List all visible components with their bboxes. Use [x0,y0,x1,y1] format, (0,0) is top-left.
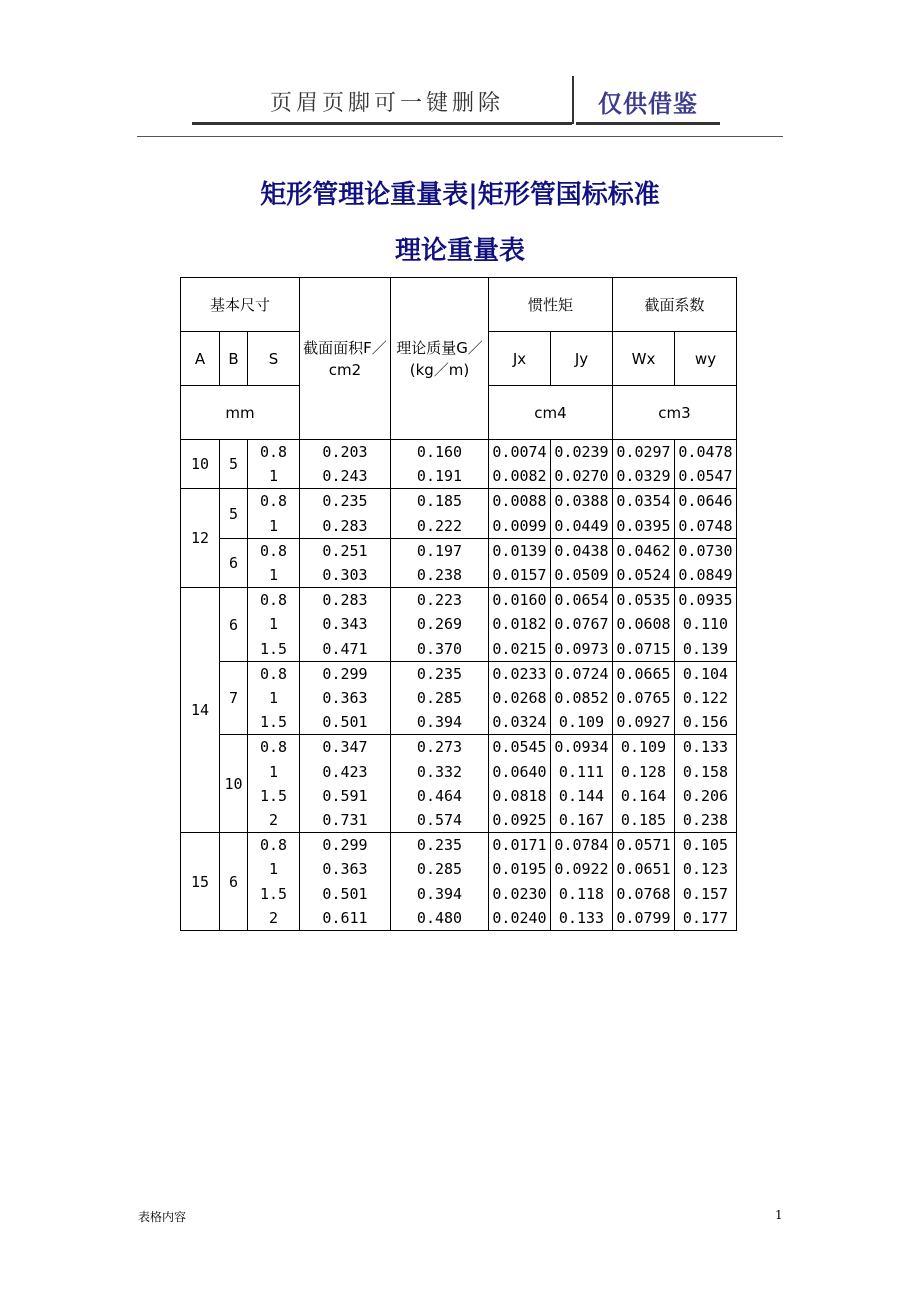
cell-wy-value: 0.158 [682,762,729,781]
cell-wx [613,833,675,931]
header-underline-right [576,122,720,125]
cell-f-value: 0.423 [322,762,368,781]
cell-wy-value: 0.156 [682,713,729,732]
cell-wx-value: 0.0329 [616,467,671,486]
cell-wx-value: 0.0297 [616,443,671,461]
cell-wy-value: 0.238 [682,811,729,830]
cell-f [300,588,391,662]
cell-wy-value: 0.0646 [678,492,733,511]
header-unit-mm: mm [181,386,300,440]
cell-jy-value: 0.133 [558,908,605,927]
header-col-a: A [181,332,220,386]
header-col-wy: wy [675,332,737,386]
cell-wy [675,661,737,735]
cell-wx-value: 0.0524 [616,566,671,585]
table-row [181,440,737,489]
header-inertia: 惯性矩 [489,278,613,332]
cell-jx [489,588,551,662]
cell-s-value: 1 [268,566,279,585]
cell-jy-value: 0.0654 [554,591,609,610]
header-col-s: S [248,332,300,386]
cell-s-value: 1 [268,516,279,535]
cell-g-value: 0.223 [416,591,463,610]
cell-g-value: 0.394 [416,713,463,732]
cell-b: 5 [220,440,248,489]
cell-wx [613,489,675,538]
header-col-jx: Jx [489,332,551,386]
header-col-b: B [220,332,248,386]
cell-f-value: 0.243 [322,467,368,486]
cell-wy-value: 0.0748 [678,516,733,535]
cell-wx-value: 0.0765 [616,689,671,708]
cell-g-value: 0.235 [416,664,463,683]
cell-wx-value: 0.0927 [616,713,671,732]
cell-s-value: 1.5 [259,884,288,903]
cell-s-value: 1 [268,689,279,708]
cell-jy-value: 0.144 [558,786,605,805]
cell-wx [613,735,675,833]
cell-wx-value: 0.0535 [616,591,671,610]
cell-s-value: 1 [268,860,279,879]
cell-f-value: 0.347 [322,738,368,757]
cell-f-value: 0.203 [322,443,368,461]
cell-wx-value: 0.109 [620,738,667,757]
cell-f [300,440,391,489]
cell-jy [551,489,613,538]
cell-wx-value: 0.0462 [616,541,671,560]
cell-s-value: 1.5 [259,639,288,658]
cell-jx [489,735,551,833]
page-header [0,0,920,140]
cell-wy [675,489,737,538]
cell-jx-value: 0.0082 [492,467,547,486]
footer-label: 表格内容 [138,1210,187,1224]
cell-a: 12 [181,489,220,588]
cell-b: 10 [220,735,248,833]
cell-s [248,833,300,931]
cell-f [300,661,391,735]
cell-jx-value: 0.0099 [492,516,547,535]
cell-s [248,661,300,735]
cell-f-value: 0.471 [322,639,368,658]
cell-f-value: 0.299 [322,664,368,683]
header-basic-dims: 基本尺寸 [181,278,300,332]
cell-wy [675,735,737,833]
cell-f-value: 0.251 [322,541,368,560]
cell-jy-value: 0.0509 [554,566,609,585]
cell-jx-value: 0.0195 [492,860,547,879]
cell-g-value: 0.480 [416,908,463,927]
cell-jy-value: 0.0388 [554,492,609,511]
cell-wx-value: 0.0571 [616,836,671,855]
header-rule [137,136,783,137]
cell-s-value: 0.8 [259,664,288,683]
cell-a: 14 [181,588,220,833]
header-unit-cm4: cm4 [489,386,613,440]
cell-jx-value: 0.0160 [492,591,547,610]
cell-jy [551,661,613,735]
cell-b: 6 [220,538,248,587]
header-section-modulus: 截面系数 [613,278,737,332]
cell-jy [551,735,613,833]
cell-jy-value: 0.0973 [554,639,609,658]
cell-g-value: 0.464 [416,786,463,805]
cell-jy-value: 0.0438 [554,541,609,560]
cell-g [391,833,489,931]
cell-wy-value: 0.105 [682,836,729,855]
cell-jx-value: 0.0171 [492,836,547,855]
cell-jx-value: 0.0215 [492,639,547,658]
cell-g-value: 0.285 [416,689,463,708]
cell-g-value: 0.285 [416,860,463,879]
cell-jy-value: 0.118 [558,884,605,903]
cell-wy-value: 0.123 [682,860,729,879]
cell-wx [613,440,675,489]
cell-wy-value: 0.0935 [678,591,733,610]
cell-g [391,661,489,735]
cell-jx-value: 0.0640 [492,762,547,781]
cell-s [248,489,300,538]
cell-g-value: 0.273 [416,738,463,757]
cell-wx-value: 0.164 [620,786,667,805]
cell-b: 6 [220,588,248,662]
document-subtitle: 理论重量表 [394,236,525,266]
cell-jy-value: 0.0767 [554,615,609,634]
cell-f-value: 0.363 [322,689,368,708]
cell-g-value: 0.574 [416,811,463,830]
cell-s-value: 1 [268,467,279,486]
cell-s-value: 0.8 [259,738,288,757]
cell-jy-value: 0.0852 [554,689,609,708]
table-row [181,833,737,931]
cell-wx-value: 0.0768 [616,884,671,903]
cell-f [300,833,391,931]
cell-wy-value: 0.177 [682,908,729,927]
cell-wx-value: 0.0715 [616,639,671,658]
table-row [181,538,737,587]
cell-s-value: 1.5 [259,786,288,805]
cell-wy-value: 0.110 [682,615,729,634]
header-divider [572,76,574,124]
cell-wx [613,588,675,662]
cell-s-value: 1.5 [259,713,288,732]
cell-wy-value: 0.157 [682,884,729,903]
cell-f-value: 0.501 [322,713,368,732]
cell-s-value: 1 [268,762,279,781]
cell-jy-value: 0.0270 [554,467,609,486]
cell-wx-value: 0.0354 [616,492,671,511]
cell-g-value: 0.185 [416,492,463,511]
cell-wx-value: 0.0665 [616,664,671,683]
cell-jx-value: 0.0324 [492,713,547,732]
cell-jx-value: 0.0182 [492,615,547,634]
cell-wx-value: 0.0799 [616,908,671,927]
cell-wx-value: 0.0395 [616,516,671,535]
cell-wy-value: 0.139 [682,639,729,658]
cell-jy-value: 0.0449 [554,516,609,535]
cell-f-value: 0.611 [322,908,368,927]
header-col-wx: Wx [613,332,675,386]
cell-jy-value: 0.109 [558,713,605,732]
cell-jy-value: 0.0239 [554,443,609,461]
cell-jx-value: 0.0074 [492,443,547,461]
header-left-text: 页眉页脚可一键删除 [270,91,505,116]
cell-g [391,440,489,489]
cell-wx-value: 0.185 [620,811,667,830]
cell-jy-value: 0.0934 [554,738,609,757]
cell-wx-value: 0.0608 [616,615,671,634]
cell-f-value: 0.501 [322,884,368,903]
cell-jx-value: 0.0545 [492,738,547,757]
cell-wx [613,538,675,587]
cell-s-value: 2 [268,908,279,927]
cell-jy-value: 0.0724 [554,664,609,683]
cell-wy-value: 0.133 [682,738,729,757]
cell-jx-value: 0.0268 [492,689,547,708]
cell-g-value: 0.222 [416,516,463,535]
cell-g-value: 0.235 [416,836,463,855]
header-right-text: 仅供借鉴 [598,90,698,118]
cell-jx [489,538,551,587]
cell-wx-value: 0.128 [620,762,667,781]
cell-f-value: 0.343 [322,615,368,634]
cell-wy [675,538,737,587]
cell-jx-value: 0.0818 [492,786,547,805]
cell-f-value: 0.299 [322,836,368,855]
cell-s-value: 0.8 [259,443,288,461]
cell-wy-value: 0.0849 [678,566,733,585]
cell-wy-value: 0.122 [682,689,729,708]
cell-jx-value: 0.0157 [492,566,547,585]
cell-jy-value: 0.0922 [554,860,609,879]
cell-g-value: 0.370 [416,639,463,658]
cell-f-value: 0.283 [322,516,368,535]
cell-wy-value: 0.0547 [678,467,733,486]
cell-jy-value: 0.0784 [554,836,609,855]
cell-wy-value: 0.0730 [678,541,733,560]
cell-f-value: 0.591 [322,786,368,805]
cell-g-value: 0.332 [416,762,463,781]
cell-f-value: 0.731 [322,811,368,830]
cell-wy [675,588,737,662]
cell-f-value: 0.363 [322,860,368,879]
cell-wy-value: 0.0478 [678,443,733,461]
cell-f [300,735,391,833]
cell-b: 6 [220,833,248,931]
cell-jx-value: 0.0925 [492,811,547,830]
cell-jy-value: 0.111 [558,762,605,781]
cell-jx-value: 0.0240 [492,908,547,927]
cell-b: 7 [220,661,248,735]
cell-s-value: 2 [268,811,279,830]
cell-g-value: 0.160 [416,443,463,461]
cell-f [300,538,391,587]
header-col-jy: Jy [551,332,613,386]
cell-jy [551,440,613,489]
cell-f [300,489,391,538]
table-row [181,735,737,833]
cell-s [248,440,300,489]
cell-jy [551,538,613,587]
cell-jx-value: 0.0088 [492,492,547,511]
cell-s-value: 0.8 [259,492,288,511]
cell-g-value: 0.238 [416,566,463,585]
cell-jx [489,440,551,489]
cell-wx [613,661,675,735]
cell-jx [489,833,551,931]
cell-s [248,538,300,587]
table-row [181,661,737,735]
cell-g [391,538,489,587]
cell-jx [489,489,551,538]
cell-f-value: 0.303 [322,566,368,585]
cell-s [248,588,300,662]
page-number: 1 [775,1208,783,1222]
cell-g-value: 0.269 [416,615,463,634]
cell-s-value: 0.8 [259,836,288,855]
cell-jx-value: 0.0233 [492,664,547,683]
header-mass: 理论质量G／(kg／m) [391,278,489,440]
table-row [181,489,737,538]
header-area: 截面面积F／cm2 [300,278,391,440]
cell-s-value: 0.8 [259,591,288,610]
cell-wx-value: 0.0651 [616,860,671,879]
cell-jy [551,833,613,931]
cell-g-value: 0.191 [416,467,463,486]
cell-jx-value: 0.0230 [492,884,547,903]
cell-jy [551,588,613,662]
cell-wy-value: 0.206 [682,786,729,805]
cell-s-value: 1 [268,615,279,634]
table-row [181,588,737,662]
cell-jy-value: 0.167 [558,811,605,830]
cell-jx-value: 0.0139 [492,541,547,560]
cell-g [391,735,489,833]
cell-wy-value: 0.104 [682,664,729,683]
cell-a: 10 [181,440,220,489]
cell-jx [489,661,551,735]
header-underline-left [192,122,572,125]
cell-f-value: 0.235 [322,492,368,511]
header-unit-cm3: cm3 [613,386,737,440]
cell-s [248,735,300,833]
cell-wy [675,833,737,931]
cell-g-value: 0.197 [416,541,463,560]
cell-f-value: 0.283 [322,591,368,610]
cell-g-value: 0.394 [416,884,463,903]
document-title: 矩形管理论重量表|矩形管国标标准 [260,180,660,210]
cell-g [391,588,489,662]
cell-b: 5 [220,489,248,538]
cell-s-value: 0.8 [259,541,288,560]
cell-g [391,489,489,538]
cell-wy [675,440,737,489]
cell-a: 15 [181,833,220,931]
weight-table [180,277,737,931]
